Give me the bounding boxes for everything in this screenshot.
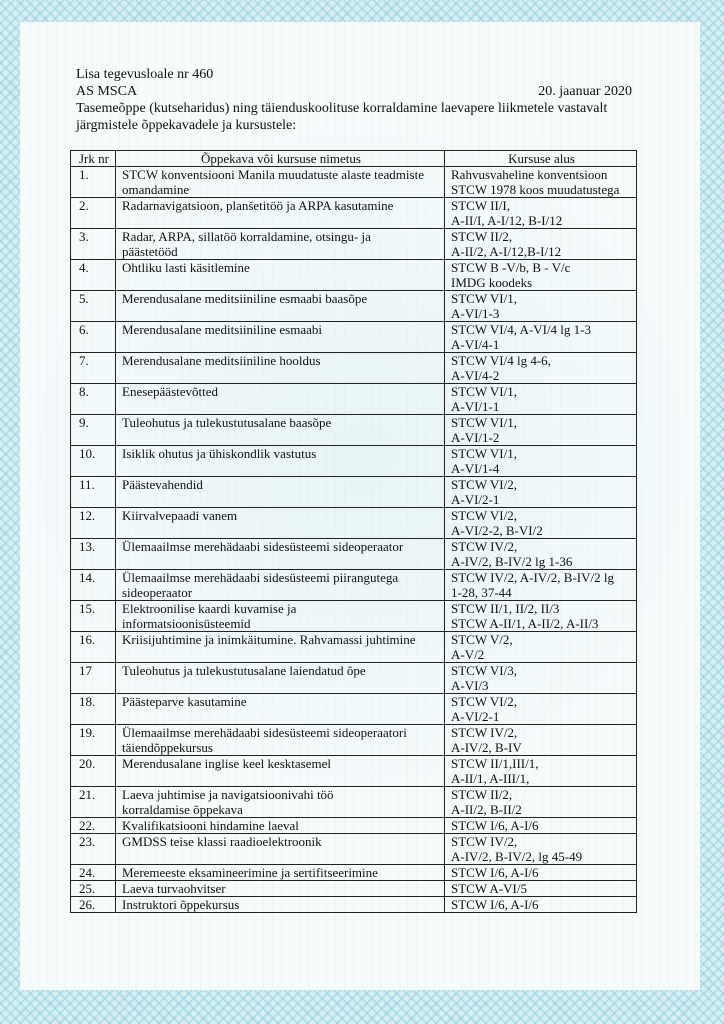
- course-basis: [445, 787, 637, 818]
- course-name: [116, 198, 445, 229]
- course-basis: [445, 601, 637, 632]
- row-number: 21.: [71, 787, 116, 818]
- row-number: 14.: [71, 570, 116, 601]
- course-name-line: päästetööd: [122, 244, 178, 259]
- course-basis: [445, 260, 637, 291]
- row-number: 23.: [71, 834, 116, 865]
- course-name: [116, 477, 445, 508]
- course-name: [116, 508, 445, 539]
- course-basis: [445, 322, 637, 353]
- course-basis-line: STCW VI/1,: [451, 291, 517, 306]
- course-basis: [445, 663, 637, 694]
- course-basis: [445, 725, 637, 756]
- column-header-curriculum: Õppekava või kursuse nimetus: [116, 151, 445, 167]
- table-row: [71, 322, 637, 353]
- company-name: AS MSCA: [76, 84, 138, 99]
- course-basis-line: STCW A-II/1, A-II/2, A-II/3: [451, 616, 599, 631]
- course-name: [116, 725, 445, 756]
- row-number: 22.: [71, 818, 116, 834]
- course-basis: [445, 897, 637, 913]
- course-basis: [445, 446, 637, 477]
- course-basis-line: STCW V/2,: [451, 632, 513, 647]
- row-number: 6.: [71, 322, 116, 353]
- course-basis-line: A-VI/1-1: [451, 399, 500, 414]
- course-name-line: Merendusalane meditsiiniline esmaabi baasõpe: [122, 291, 368, 306]
- course-basis-line: A-V/2: [451, 647, 485, 662]
- row-number: 26.: [71, 897, 116, 913]
- course-name-line: Tuleohutus ja tulekustutusalane laiendatud õpe: [122, 663, 366, 678]
- course-basis-line: STCW 1978 koos muudatustega: [451, 182, 620, 197]
- course-basis-line: STCW VI/3,: [451, 663, 517, 678]
- course-basis-line: STCW IV/2,: [451, 725, 518, 740]
- course-basis-line: STCW VI/4 lg 4-6,: [451, 353, 551, 368]
- course-name-line: Meremeeste eksamineerimine ja sertifitseerimine: [122, 865, 378, 880]
- row-number: 3.: [71, 229, 116, 260]
- course-name-line: Ülemaailmse merehädaabi sidesüsteemi piirangutega: [122, 570, 399, 585]
- course-basis: [445, 694, 637, 725]
- course-name: [116, 897, 445, 913]
- course-name-line: Enesepäästevõtted: [122, 384, 219, 399]
- row-number: 19.: [71, 725, 116, 756]
- course-basis-line: STCW II/I,: [451, 198, 510, 213]
- table-row: [71, 353, 637, 384]
- course-name: [116, 167, 445, 198]
- table-row: [71, 384, 637, 415]
- course-basis-line: STCW VI/1,: [451, 415, 517, 430]
- course-name-line: Merendusalane meditsiiniline hooldus: [122, 353, 321, 368]
- course-name: [116, 881, 445, 897]
- intro-text-line-1: Tasemeõppe (kutseharidus) ning täienduskoolituse korraldamine laevapere liikmetele vastavalt: [76, 101, 608, 116]
- course-basis-line: STCW VI/1,: [451, 446, 517, 461]
- document-header: [76, 66, 632, 134]
- course-name: [116, 415, 445, 446]
- course-basis: [445, 477, 637, 508]
- table-row: [71, 508, 637, 539]
- row-number: 9.: [71, 415, 116, 446]
- license-annex-line: Lisa tegevusloale nr 460: [76, 67, 214, 82]
- course-name-line: GMDSS teise klassi raadioelektroonik: [122, 834, 322, 849]
- row-number: 20.: [71, 756, 116, 787]
- course-name: [116, 865, 445, 881]
- course-name-line: Merendusalane meditsiiniline esmaabi: [122, 322, 322, 337]
- course-basis-line: A-IV/2, B-IV/2, lg 45-49: [451, 849, 583, 864]
- course-name: [116, 632, 445, 663]
- course-basis: [445, 229, 637, 260]
- row-number: 11.: [71, 477, 116, 508]
- course-basis: [445, 508, 637, 539]
- course-name-line: Päästeparve kasutamine: [122, 694, 247, 709]
- course-name: [116, 291, 445, 322]
- course-basis-line: A-IV/2, B-IV: [451, 740, 522, 755]
- course-basis-line: STCW II/2,: [451, 787, 513, 802]
- course-name-line: Kriisijuhtimine ja inimkäitumine. Rahvamassi juhtimine: [122, 632, 416, 647]
- table-row: [71, 834, 637, 865]
- course-name: [116, 384, 445, 415]
- course-basis-line: STCW B -V/b, B - V/c: [451, 260, 571, 275]
- course-name: [116, 229, 445, 260]
- course-name: [116, 601, 445, 632]
- table-row: [71, 601, 637, 632]
- table-row: [71, 198, 637, 229]
- document-date: 20. jaanuar 2020: [538, 84, 632, 99]
- table-row: [71, 881, 637, 897]
- course-name: [116, 787, 445, 818]
- row-number: 10.: [71, 446, 116, 477]
- course-basis-line: STCW II/1,III/1,: [451, 756, 539, 771]
- course-basis-line: STCW I/6, A-I/6: [451, 818, 539, 833]
- column-header-number: Jrk nr: [71, 151, 116, 167]
- course-basis: [445, 632, 637, 663]
- course-basis-line: A-VI/4-1: [451, 337, 500, 352]
- table-row: [71, 897, 637, 913]
- course-name-line: Ülemaailmse merehädaabi sidesüsteemi sideoperaator: [122, 539, 404, 554]
- course-name-line: STCW konventsiooni Manila muudatuste alaste teadmiste: [122, 167, 424, 182]
- table-row: [71, 725, 637, 756]
- course-basis-line: 1-28, 37-44: [451, 585, 512, 600]
- course-basis-line: A-VI/4-2: [451, 368, 500, 383]
- course-name: [116, 694, 445, 725]
- table-row: [71, 167, 637, 198]
- table-row: [71, 415, 637, 446]
- table-row: [71, 291, 637, 322]
- course-name: [116, 322, 445, 353]
- column-header-basis: Kursuse alus: [445, 151, 637, 167]
- course-basis-line: A-II/I, A-I/12, B-I/12: [451, 213, 563, 228]
- table-row: [71, 446, 637, 477]
- course-basis-line: STCW II/2,: [451, 229, 513, 244]
- course-name-line: Päästevahendid: [122, 477, 203, 492]
- row-number: 4.: [71, 260, 116, 291]
- table-row: [71, 229, 637, 260]
- course-basis-line: STCW IV/2,: [451, 834, 518, 849]
- course-name: [116, 539, 445, 570]
- table-row: [71, 570, 637, 601]
- course-name-line: Kvalifikatsiooni hindamine laeval: [122, 818, 299, 833]
- course-basis-line: A-VI/1-3: [451, 306, 500, 321]
- row-number: 25.: [71, 881, 116, 897]
- course-name-line: Tuleohutus ja tulekustutusalane baasõpe: [122, 415, 332, 430]
- row-number: 24.: [71, 865, 116, 881]
- course-name-line: Laeva juhtimise ja navigatsioonivahi töö: [122, 787, 334, 802]
- course-basis-line: STCW A-VI/5: [451, 881, 527, 896]
- course-basis-line: STCW VI/2,: [451, 477, 517, 492]
- course-basis-line: A-II/1, A-III/1,: [451, 771, 530, 786]
- course-name: [116, 260, 445, 291]
- course-basis-line: A-VI/1-4: [451, 461, 500, 476]
- course-basis-line: A-II/2, B-II/2: [451, 802, 522, 817]
- course-basis: [445, 198, 637, 229]
- course-name-line: korraldamise õppekava: [122, 802, 243, 817]
- row-number: 2.: [71, 198, 116, 229]
- course-name-line: Ülemaailmse merehädaabi sidesüsteemi sideoperaatori: [122, 725, 407, 740]
- course-name: [116, 570, 445, 601]
- course-basis: [445, 881, 637, 897]
- course-basis: [445, 756, 637, 787]
- course-name-line: Ohtliku lasti käsitlemine: [122, 260, 250, 275]
- course-name-line: Radarnavigatsioon, planšetitöö ja ARPA kasutamine: [122, 198, 394, 213]
- table-row: [71, 787, 637, 818]
- course-name: [116, 818, 445, 834]
- table-row: [71, 756, 637, 787]
- row-number: 13.: [71, 539, 116, 570]
- course-basis-line: STCW VI/2,: [451, 694, 517, 709]
- course-name-line: sideoperaator: [122, 585, 193, 600]
- course-basis-line: STCW IV/2, A-IV/2, B-IV/2 lg: [451, 570, 614, 585]
- table-header-row: [71, 151, 637, 167]
- table-row: [71, 663, 637, 694]
- course-name-line: Radar, ARPA, sillatöö korraldamine, otsingu- ja: [122, 229, 371, 244]
- course-basis: [445, 167, 637, 198]
- course-basis: [445, 834, 637, 865]
- table-row: [71, 818, 637, 834]
- course-basis-line: STCW VI/4, A-VI/4 lg 1-3: [451, 322, 591, 337]
- row-number: 18.: [71, 694, 116, 725]
- row-number: 15.: [71, 601, 116, 632]
- course-name-line: Laeva turvaohvitser: [122, 881, 226, 896]
- course-basis-line: A-VI/3: [451, 678, 489, 693]
- course-basis-line: A-VI/2-2, B-VI/2: [451, 523, 543, 538]
- table-row: [71, 632, 637, 663]
- course-table: [70, 150, 637, 913]
- course-basis: [445, 291, 637, 322]
- course-basis: [445, 415, 637, 446]
- course-name-line: Kiirvalvepaadi vanem: [122, 508, 238, 523]
- table-row: [71, 694, 637, 725]
- row-number: 1.: [71, 167, 116, 198]
- course-basis-line: STCW VI/1,: [451, 384, 517, 399]
- row-number: 7.: [71, 353, 116, 384]
- course-name-line: informatsioonisüsteemid: [122, 616, 251, 631]
- row-number: 5.: [71, 291, 116, 322]
- course-name-line: täiendõppekursus: [122, 740, 213, 755]
- course-basis: [445, 818, 637, 834]
- table-row: [71, 260, 637, 291]
- course-basis-line: STCW I/6, A-I/6: [451, 897, 539, 912]
- course-basis-line: STCW IV/2,: [451, 539, 518, 554]
- course-name-line: Instruktori õppekursus: [122, 897, 240, 912]
- course-basis-line: IMDG koodeks: [451, 275, 533, 290]
- company-date-row: [76, 83, 632, 100]
- course-name-line: Merendusalane inglise keel kesktasemel: [122, 756, 332, 771]
- course-name: [116, 756, 445, 787]
- course-name: [116, 663, 445, 694]
- course-basis-line: A-II/2, A-I/12,B-I/12: [451, 244, 562, 259]
- row-number: 12.: [71, 508, 116, 539]
- table-row: [71, 477, 637, 508]
- course-basis-line: A-VI/2-1: [451, 492, 500, 507]
- course-basis: [445, 570, 637, 601]
- course-name: [116, 353, 445, 384]
- course-name: [116, 834, 445, 865]
- course-name-line: Elektroonilise kaardi kuvamise ja: [122, 601, 297, 616]
- course-basis-line: Rahvusvaheline konventsioon: [451, 167, 608, 182]
- course-basis-line: STCW VI/2,: [451, 508, 517, 523]
- course-basis-line: STCW I/6, A-I/6: [451, 865, 539, 880]
- table-row: [71, 865, 637, 881]
- course-name: [116, 446, 445, 477]
- course-name-line: Isiklik ohutus ja ühiskondlik vastutus: [122, 446, 317, 461]
- row-number: 17: [71, 663, 116, 694]
- course-basis: [445, 353, 637, 384]
- course-basis-line: A-IV/2, B-IV/2 lg 1-36: [451, 554, 573, 569]
- course-basis: [445, 865, 637, 881]
- row-number: 16.: [71, 632, 116, 663]
- course-name-line: omandamine: [122, 182, 190, 197]
- course-basis: [445, 384, 637, 415]
- course-basis-line: A-VI/1-2: [451, 430, 500, 445]
- intro-text-line-2: järgmistele õppekavadele ja kursustele:: [76, 118, 297, 133]
- table-row: [71, 539, 637, 570]
- row-number: 8.: [71, 384, 116, 415]
- course-basis-line: A-VI/2-1: [451, 709, 500, 724]
- course-basis-line: STCW II/1, II/2, II/3: [451, 601, 560, 616]
- course-basis: [445, 539, 637, 570]
